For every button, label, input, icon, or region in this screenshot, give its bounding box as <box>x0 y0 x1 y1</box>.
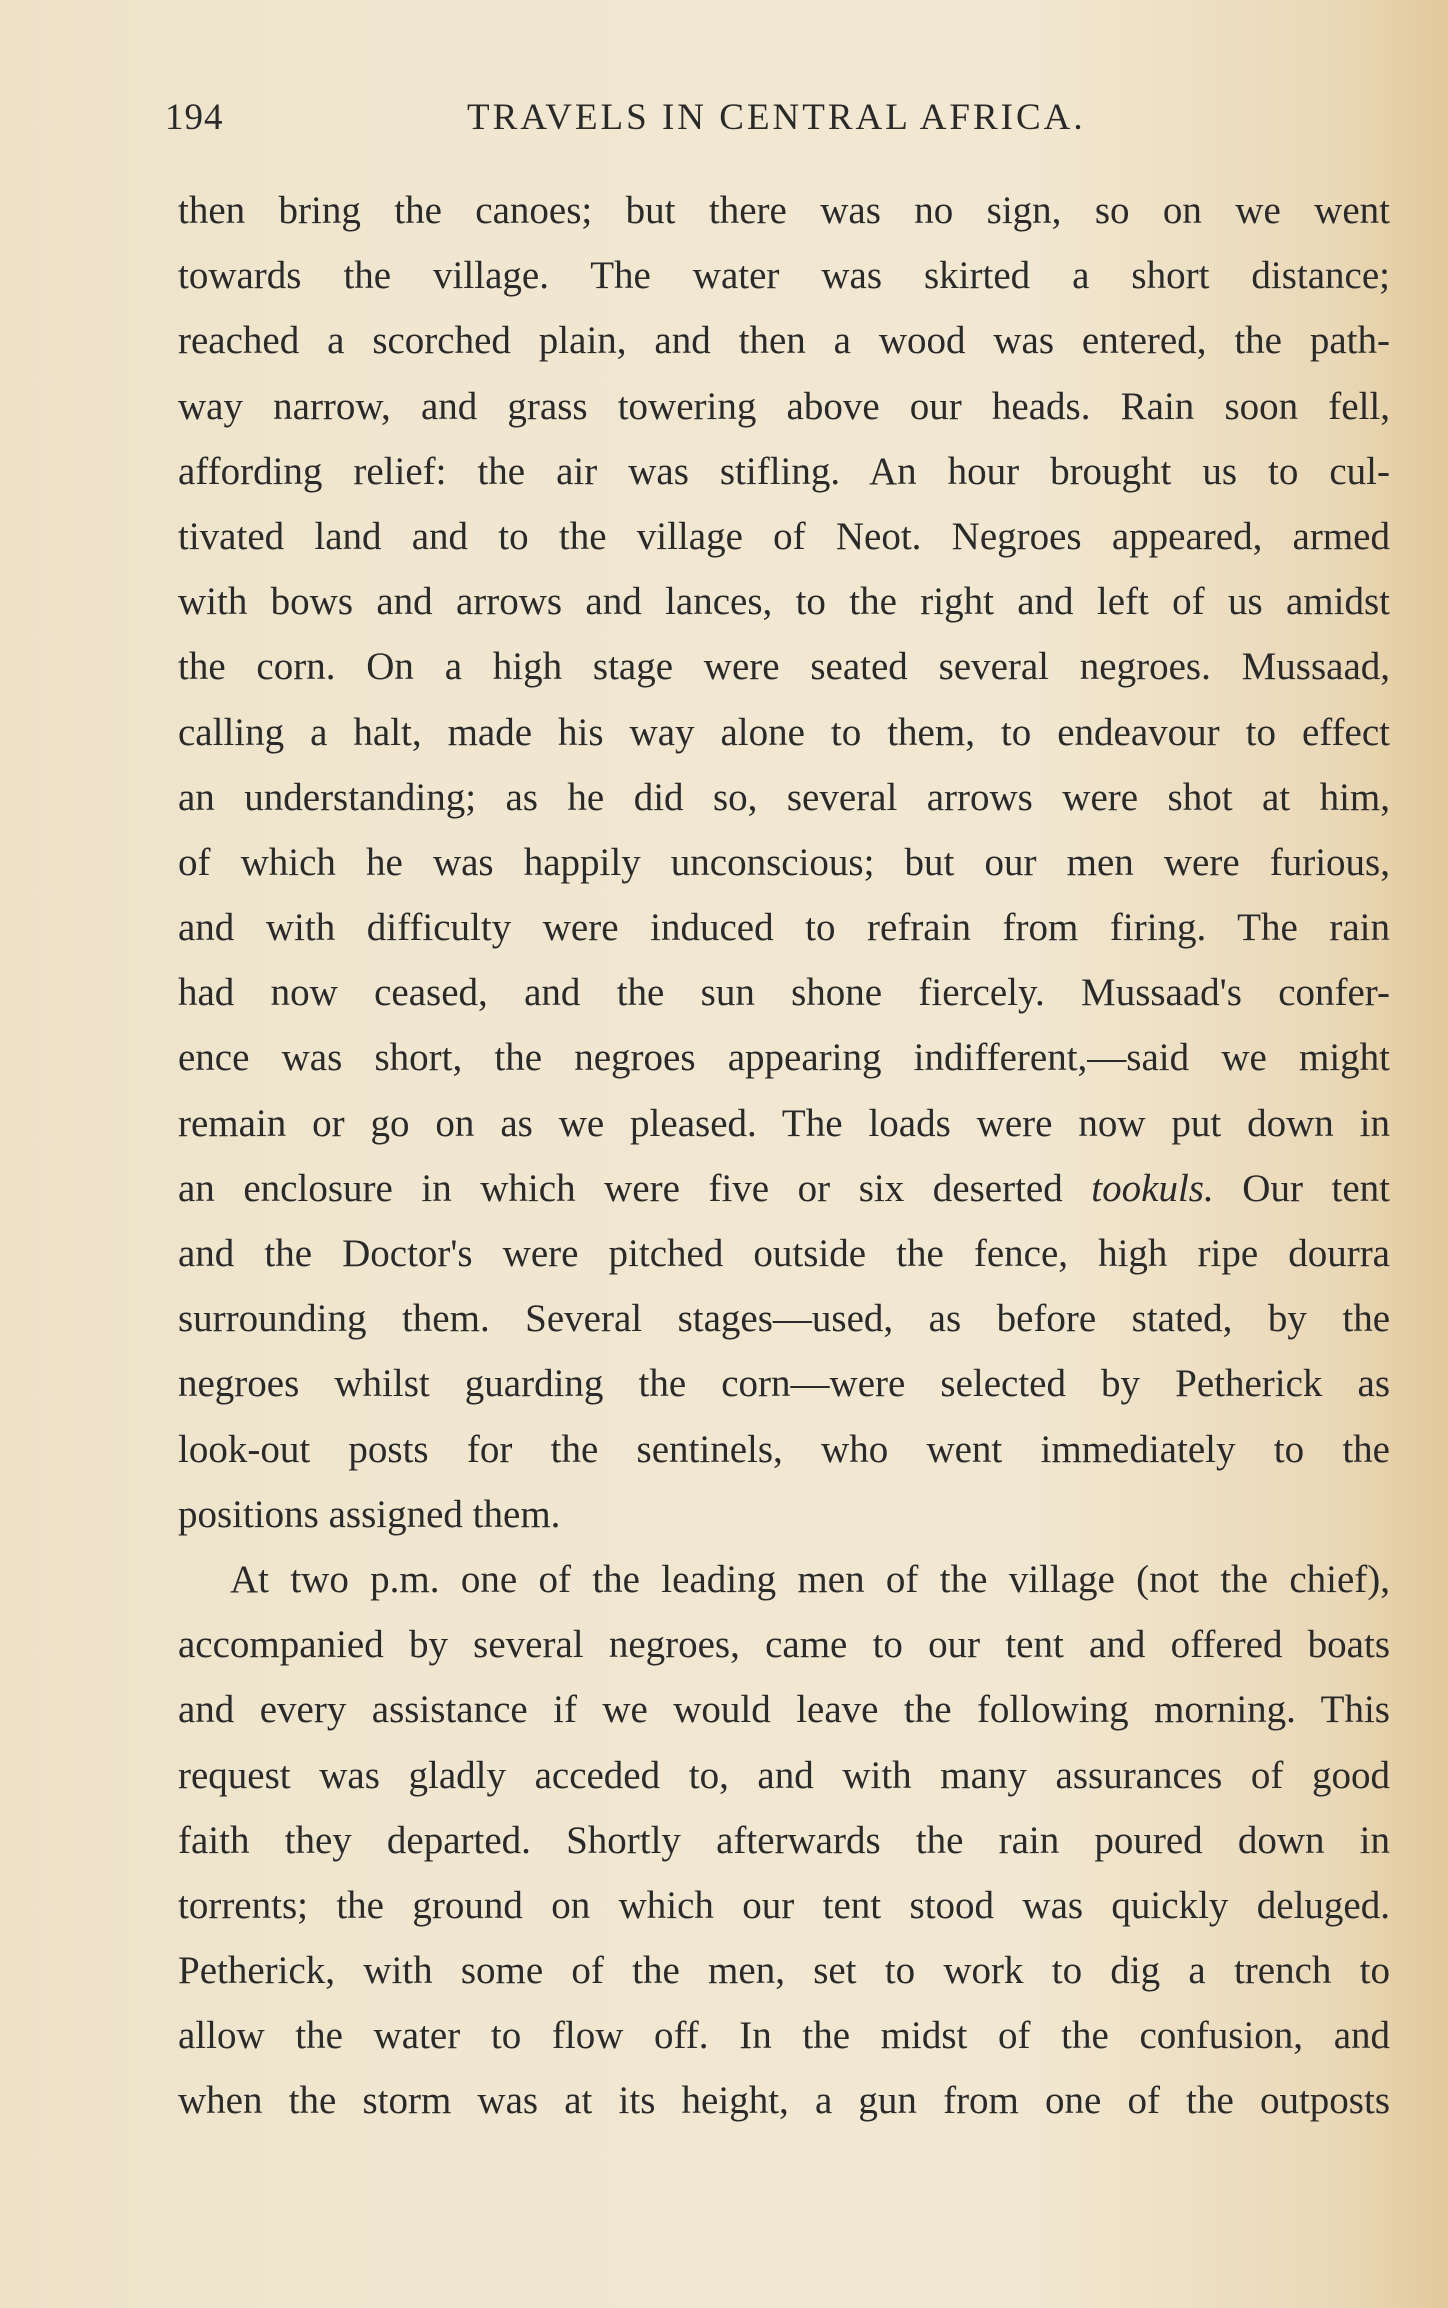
text-line: and every assistance if we would leave the following morning. This <box>178 1688 1390 1732</box>
text-line: reached a scorched plain, and then a wood was entered, the path- <box>178 319 1390 363</box>
text-line: faith they departed. Shortly afterwards the rain poured down in <box>178 1818 1390 1862</box>
body-text <box>178 178 1390 2134</box>
page-number: 194 <box>165 97 224 138</box>
text-line: then bring the canoes; but there was no sign, so on we went <box>178 189 1390 232</box>
text-line: had now ceased, and the sun shone fiercely. Mussaad's confer- <box>178 971 1390 1015</box>
text-line: an enclosure in which were five or six deserted tookuls. Our tent <box>178 1166 1390 1210</box>
paragraph-first-line: At two p.m. one of the leading men of the village (not the chief), <box>230 1557 1390 1601</box>
text-line: allow the water to flow off. In the midst of the confusion, and <box>178 2014 1390 2058</box>
running-head <box>165 95 1245 141</box>
text-line: of which he was happily unconscious; but our men were furious, <box>178 840 1390 884</box>
text-line: Petherick, with some of the men, set to work to dig a trench to <box>178 1949 1390 1993</box>
text-line: ence was short, the negroes appearing indifferent,—said we might <box>178 1036 1390 1080</box>
text-line: remain or go on as we pleased. The loads were now put down in <box>178 1101 1390 1145</box>
text-line: an understanding; as he did so, several arrows were shot at him, <box>178 775 1390 819</box>
text-line: and with difficulty were induced to refrain from firing. The rain <box>178 906 1390 950</box>
text-line: when the storm was at its height, a gun from one of the outposts <box>178 2079 1390 2123</box>
text-line: torrents; the ground on which our tent stood was quickly deluged. <box>178 1883 1390 1927</box>
text-line: accompanied by several negroes, came to our tent and offered boats <box>178 1623 1390 1667</box>
text-line: tivated land and to the village of Neot. Negroes appeared, armed <box>178 514 1390 558</box>
text-line: and the Doctor's were pitched outside the fence, high ripe dourra <box>178 1232 1390 1275</box>
text-line: negroes whilst guarding the corn—were selected by Petherick as <box>178 1362 1390 1406</box>
text-line: positions assigned them. <box>178 1492 561 1536</box>
text-line: surrounding them. Several stages—used, as before stated, by the <box>178 1297 1390 1341</box>
running-title: TRAVELS IN CENTRAL AFRICA. <box>467 97 1086 138</box>
text-line: look-out posts for the sentinels, who went immediately to the <box>178 1427 1390 1471</box>
text-line: the corn. On a high stage were seated several negroes. Mussaad, <box>178 645 1390 689</box>
text-line: affording relief: the air was stifling. An hour brought us to cul- <box>178 449 1390 493</box>
text-line: with bows and arrows and lances, to the right and left of us amidst <box>178 580 1390 624</box>
text-line: towards the village. The water was skirted a short distance; <box>178 254 1390 298</box>
text-line: calling a halt, made his way alone to them, to endeavour to effect <box>178 710 1390 754</box>
text-line: way narrow, and grass towering above our heads. Rain soon fell, <box>178 384 1390 428</box>
text-line: request was gladly acceded to, and with many assurances of good <box>178 1753 1390 1797</box>
italic-word: tookuls. <box>1091 1166 1214 1210</box>
